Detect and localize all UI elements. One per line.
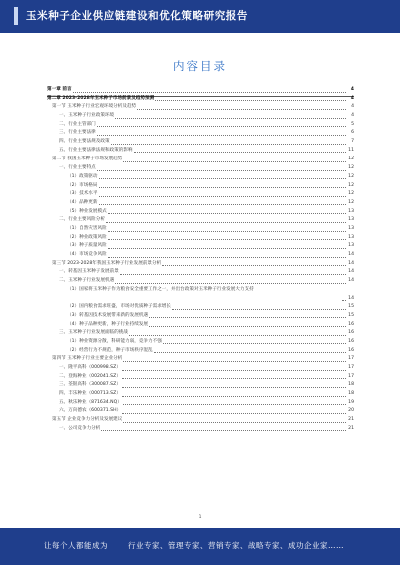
toc-entry-page: 5 bbox=[351, 121, 354, 127]
toc-entry[interactable] bbox=[47, 355, 354, 364]
toc-entry-page: 14 bbox=[348, 260, 354, 266]
toc-leader-dots bbox=[108, 213, 346, 214]
page-number: 1 bbox=[198, 515, 202, 520]
header-banner bbox=[0, 0, 400, 33]
toc-leader-dots bbox=[155, 100, 346, 101]
toc-leader-dots bbox=[115, 118, 346, 119]
toc-entry-label: 三、玉米种子行业发展面临的挑战 bbox=[59, 330, 128, 336]
toc-entry[interactable] bbox=[47, 286, 354, 303]
toc-leader-dots bbox=[73, 92, 346, 93]
toc-entry[interactable] bbox=[47, 216, 354, 225]
toc-entry-label: 二、登海种业（002041.SZ） bbox=[59, 373, 121, 379]
toc-entry[interactable] bbox=[47, 364, 354, 373]
toc-entry-page: 12 bbox=[348, 191, 354, 197]
toc-entry[interactable] bbox=[47, 208, 354, 217]
toc-leader-dots bbox=[123, 361, 346, 362]
toc-entry-label: （4）种子品种更新，种子行业持续发展 bbox=[67, 321, 149, 327]
toc-leader-dots bbox=[129, 335, 346, 336]
toc-entry[interactable] bbox=[47, 329, 354, 338]
toc-entry-label: （4）市场竞争风险 bbox=[67, 252, 107, 258]
toc-entry-label: 第四节 玉米种子行业主要企业分析 bbox=[52, 356, 123, 362]
toc-leader-dots bbox=[101, 430, 346, 431]
toc-entry[interactable] bbox=[47, 156, 354, 165]
table-of-contents bbox=[47, 86, 354, 434]
toc-leader-dots bbox=[108, 239, 346, 240]
toc-entry-page: 15 bbox=[348, 304, 354, 310]
toc-entry-label: 一、隆平高科（000998.SZ） bbox=[59, 365, 121, 370]
toc-entry-label: 二、行业主管部门 bbox=[59, 121, 96, 127]
toc-entry[interactable] bbox=[47, 260, 354, 269]
toc-leader-dots bbox=[99, 196, 347, 197]
toc-leader-dots bbox=[111, 144, 346, 145]
toc-entry-page: 13 bbox=[348, 217, 354, 223]
toc-leader-dots bbox=[108, 257, 346, 258]
toc-entry[interactable] bbox=[47, 182, 354, 191]
toc-entry[interactable] bbox=[47, 251, 354, 260]
toc-entry[interactable] bbox=[47, 225, 354, 234]
toc-entry-page: 13 bbox=[348, 208, 354, 214]
toc-entry-page: 13 bbox=[348, 234, 354, 240]
toc-entry[interactable] bbox=[47, 425, 354, 434]
toc-leader-dots bbox=[123, 422, 346, 423]
toc-leader-dots bbox=[172, 309, 346, 310]
toc-entry-label: 第二章 2023-2028年玉米种子市场前景及趋势预测 bbox=[47, 95, 155, 101]
report-title: 玉米种子企业供应链建设和优化策略研究报告 bbox=[26, 10, 248, 22]
toc-entry-page: 12 bbox=[348, 182, 354, 188]
toc-leader-dots bbox=[97, 135, 346, 136]
toc-entry[interactable] bbox=[47, 112, 354, 121]
toc-entry[interactable] bbox=[47, 390, 354, 399]
toc-entry-page: 13 bbox=[348, 243, 354, 249]
toc-leader-dots bbox=[137, 109, 346, 110]
toc-entry[interactable] bbox=[47, 199, 354, 208]
toc-entry-label: 三、荃银高科（300087.SZ） bbox=[59, 382, 121, 388]
toc-entry[interactable] bbox=[47, 234, 354, 243]
toc-entry[interactable] bbox=[47, 103, 354, 112]
toc-entry-page: 12 bbox=[348, 156, 354, 162]
toc-entry-page: 12 bbox=[348, 173, 354, 179]
toc-leader-dots bbox=[99, 178, 347, 179]
toc-entry[interactable] bbox=[47, 138, 354, 147]
toc-entry-page: 14 bbox=[348, 269, 354, 275]
toc-entry-label: （5）种业发展模式 bbox=[67, 208, 107, 214]
toc-entry-label: （2）种业政策风险 bbox=[67, 234, 107, 240]
toc-leader-dots bbox=[108, 231, 346, 232]
toc-entry-page: 4 bbox=[351, 104, 354, 110]
toc-entry[interactable] bbox=[47, 399, 354, 408]
toc-entry-label: 第三节 2023-2028年我国玉米种子行业发展前景分析 bbox=[52, 260, 162, 266]
toc-entry-label: （3）种子质量风险 bbox=[67, 243, 107, 249]
toc-leader-dots bbox=[122, 387, 346, 388]
toc-entry[interactable] bbox=[47, 312, 354, 321]
toc-entry[interactable] bbox=[47, 303, 354, 312]
toc-entry-label: （3）转基因技术发展带来新的发展机遇 bbox=[67, 312, 149, 318]
toc-leader-dots bbox=[163, 343, 346, 344]
toc-entry-label: （2）国内粮食需求旺盛，市场对优质种子需求增长 bbox=[67, 304, 171, 310]
toc-entry[interactable] bbox=[47, 121, 354, 130]
toc-entry[interactable] bbox=[47, 173, 354, 182]
toc-entry-label: （1）自然灾害风险 bbox=[67, 225, 107, 231]
toc-entry-label: 五、行业主要法律法规和政策的影响 bbox=[59, 147, 133, 153]
toc-leader-dots bbox=[99, 204, 347, 205]
toc-entry-page: 16 bbox=[348, 347, 354, 353]
toc-entry[interactable] bbox=[47, 242, 354, 251]
toc-entry-page: 18 bbox=[348, 382, 354, 388]
toc-entry[interactable] bbox=[47, 277, 354, 286]
toc-entry[interactable] bbox=[47, 373, 354, 382]
toc-leader-dots bbox=[106, 222, 346, 223]
toc-entry[interactable] bbox=[47, 338, 354, 347]
toc-entry-label: （4）品种更新 bbox=[67, 199, 98, 205]
toc-leader-dots bbox=[115, 283, 346, 284]
toc-leader-dots bbox=[342, 300, 346, 301]
toc-leader-dots bbox=[122, 378, 346, 379]
toc-entry-page: 16 bbox=[348, 330, 354, 336]
toc-entry-page: 18 bbox=[348, 391, 354, 397]
toc-entry-label: （2）经营行为不规范，种子市场秩序混乱 bbox=[67, 347, 153, 353]
toc-entry-page: 14 bbox=[348, 278, 354, 284]
toc-entry[interactable] bbox=[47, 95, 354, 104]
toc-leader-dots bbox=[149, 317, 346, 318]
toc-leader-dots bbox=[149, 326, 346, 327]
toc-entry-label: 四、丰乐种业（000713.SZ） bbox=[59, 391, 121, 397]
toc-entry-page: 21 bbox=[348, 425, 354, 431]
toc-entry[interactable] bbox=[47, 147, 354, 156]
toc-entry-label: 第一章 前言 bbox=[47, 86, 72, 92]
toc-entry-label: 一、行业主要特点 bbox=[59, 165, 96, 171]
toc-entry-page: 21 bbox=[348, 417, 354, 423]
toc-leader-dots bbox=[120, 274, 346, 275]
toc-entry-page: 4 bbox=[351, 113, 354, 119]
toc-leader-dots bbox=[154, 352, 346, 353]
toc-entry[interactable] bbox=[47, 416, 354, 425]
toc-entry-label: 一、公司竞争力分析 bbox=[59, 425, 101, 431]
toc-entry-page: 12 bbox=[348, 199, 354, 205]
toc-entry-label: （2）市场格局 bbox=[67, 182, 98, 188]
toc-leader-dots bbox=[123, 161, 346, 162]
toc-entry[interactable] bbox=[47, 86, 354, 95]
toc-entry-label: 二、玉米种子行业发展机遇 bbox=[59, 278, 115, 284]
toc-leader-dots bbox=[97, 126, 346, 127]
toc-entry-page: 4 bbox=[350, 86, 354, 92]
toc-entry-page: 13 bbox=[348, 225, 354, 231]
toc-entry-label: 二、行业主要风险分析 bbox=[59, 217, 105, 223]
toc-entry[interactable] bbox=[47, 164, 354, 173]
toc-leader-dots bbox=[122, 396, 346, 397]
toc-leader-dots bbox=[108, 248, 346, 249]
toc-entry-label: 五、秋乐种业（871634.NQ） bbox=[59, 399, 122, 405]
toc-entry-page: 17 bbox=[348, 356, 354, 362]
toc-entry-page: 14 bbox=[348, 252, 354, 258]
toc-entry[interactable] bbox=[47, 407, 354, 416]
toc-entry-page: 16 bbox=[348, 321, 354, 327]
footer-tags: 行业专家、管理专家、营销专家、战略专家、成功企业家…… bbox=[128, 541, 344, 550]
toc-entry-page: 19 bbox=[348, 399, 354, 405]
header-accent-bar bbox=[14, 7, 18, 25]
toc-entry[interactable] bbox=[47, 190, 354, 199]
toc-heading: 内容目录 bbox=[173, 59, 227, 73]
toc-leader-dots bbox=[134, 152, 346, 153]
toc-entry-page: 7 bbox=[351, 139, 354, 145]
toc-entry-page: 6 bbox=[351, 130, 354, 136]
toc-entry-page: 14 bbox=[348, 295, 354, 301]
footer-slogan: 让每个人都能成为 bbox=[44, 541, 108, 550]
toc-entry[interactable] bbox=[47, 321, 354, 330]
toc-leader-dots bbox=[99, 187, 347, 188]
toc-entry-page: 17 bbox=[348, 365, 354, 370]
toc-entry-label: （3）技术水平 bbox=[67, 191, 98, 197]
toc-entry-label: （1）国家将玉米种子作为粮食安全重要工作之一，并出台政策对玉米种子行业发展大力支持 bbox=[67, 286, 254, 292]
toc-entry-page: 16 bbox=[348, 338, 354, 344]
toc-entry-label: （1）种业资源分散，科研能力弱，竞争力不强 bbox=[67, 338, 162, 344]
toc-entry-label: 六、万向德农（600371.SH） bbox=[59, 408, 122, 414]
toc-entry[interactable] bbox=[47, 381, 354, 390]
toc-entry-label: 一、转基因玉米种子发展前景 bbox=[59, 269, 119, 275]
toc-entry-label: 三、行业主要法律 bbox=[59, 130, 96, 136]
toc-entry-label: 四、行业主要法规及政策 bbox=[59, 139, 110, 145]
footer-banner bbox=[0, 528, 400, 565]
toc-entry-page: 15 bbox=[348, 312, 354, 318]
toc-leader-dots bbox=[122, 413, 346, 414]
toc-leader-dots bbox=[162, 265, 346, 266]
toc-entry-page: 20 bbox=[348, 408, 354, 414]
toc-entry-label: （1）政策驱动 bbox=[67, 173, 98, 179]
toc-entry-page: 17 bbox=[348, 373, 354, 379]
toc-entry-page: 12 bbox=[348, 165, 354, 171]
toc-entry-page: 11 bbox=[348, 147, 354, 153]
toc-entry-label: 第一节 玉米种子行业宏观环境分析及趋势 bbox=[52, 104, 137, 110]
toc-entry-label: 第二节 我国玉米种子市场发展趋势 bbox=[52, 156, 123, 162]
toc-entry-page: 4 bbox=[350, 95, 354, 101]
toc-leader-dots bbox=[122, 370, 346, 371]
toc-leader-dots bbox=[123, 404, 346, 405]
toc-entry[interactable] bbox=[47, 347, 354, 356]
toc-entry-label: 一、玉米种子行业政策环境 bbox=[59, 113, 115, 119]
toc-entry-label: 第五节 企业竞争力分析及发展建议 bbox=[52, 417, 123, 423]
toc-entry[interactable] bbox=[47, 129, 354, 138]
toc-entry[interactable] bbox=[47, 268, 354, 277]
toc-leader-dots bbox=[97, 170, 346, 171]
